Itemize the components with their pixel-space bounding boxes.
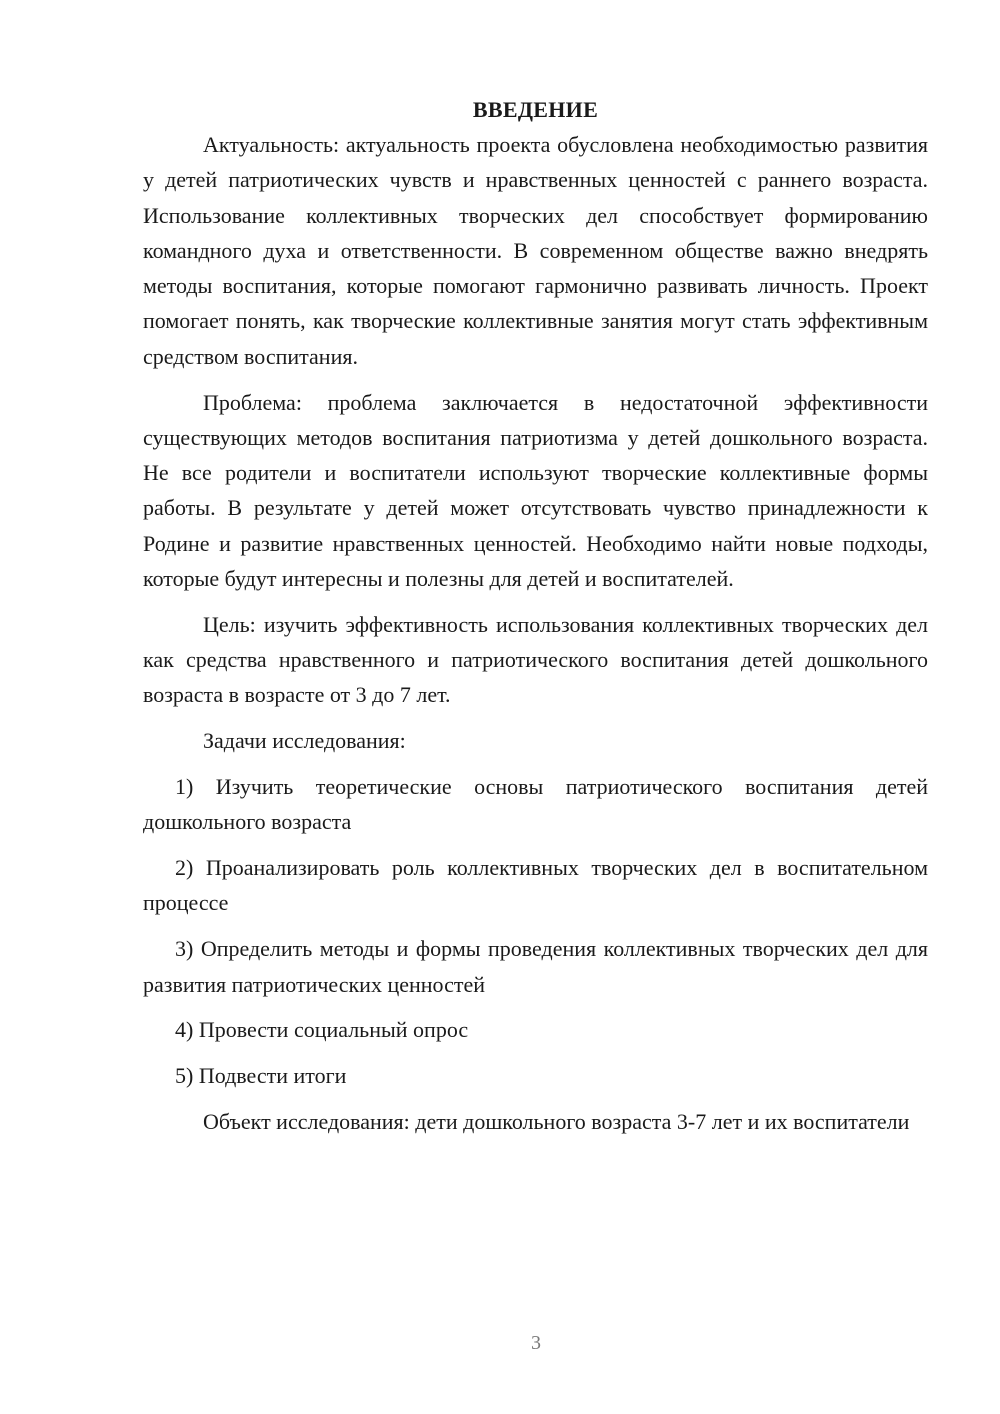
problem-paragraph: Проблема: проблема заключается в недостаточной эффективности существующих методов воспитания патриотизма у детей дошкольного возраста. Не все родители и воспитатели используют творческие коллективные формы работы. В результате у детей может отсутствовать чувство принадлежности к Родине и развитие нравственных ценностей. Необходимо найти новые подходы, которые будут интересны и полезны для детей и воспитателей. [143,389,928,592]
task-item-3: 3) Определить методы и формы проведения коллективных творческих дел для развития патриотических ценностей [143,936,928,997]
section-title: ВВЕДЕНИЕ [472,97,599,122]
tasks-heading: Задачи исследования: [203,728,406,754]
relevance-paragraph: Актуальность: актуальность проекта обусловлена необходимостью развития у детей патриотических чувств и нравственных ценностей с раннего возраста. Использование коллективных творческих дел способствует формированию командного духа и ответственности. В современном обществе важно внедрять методы воспитания, которые помогают гармонично развивать личность. Проект помогает понять, как творческие коллективные занятия могут стать эффективным средством воспитания. [143,132,928,369]
task-item-4: 4) Провести социальный опрос [175,1017,469,1043]
task-item-2: 2) Проанализировать роль коллективных творческих дел в воспитательном процессе [143,855,928,916]
task-item-5: 5) Подвести итоги [175,1063,347,1089]
task-item-1: 1) Изучить теоретические основы патриотического воспитания детей дошкольного возраста [143,774,928,835]
goal-paragraph: Цель: изучить эффективность использования коллективных творческих дел как средства нравственного и патриотического воспитания детей дошкольного возраста в возрасте от 3 до 7 лет. [143,611,928,708]
object-paragraph: Объект исследования: дети дошкольного возраста 3-7 лет и их воспитатели [203,1108,910,1134]
document-page [143,92,928,1150]
page-number: 3 [531,1332,541,1354]
